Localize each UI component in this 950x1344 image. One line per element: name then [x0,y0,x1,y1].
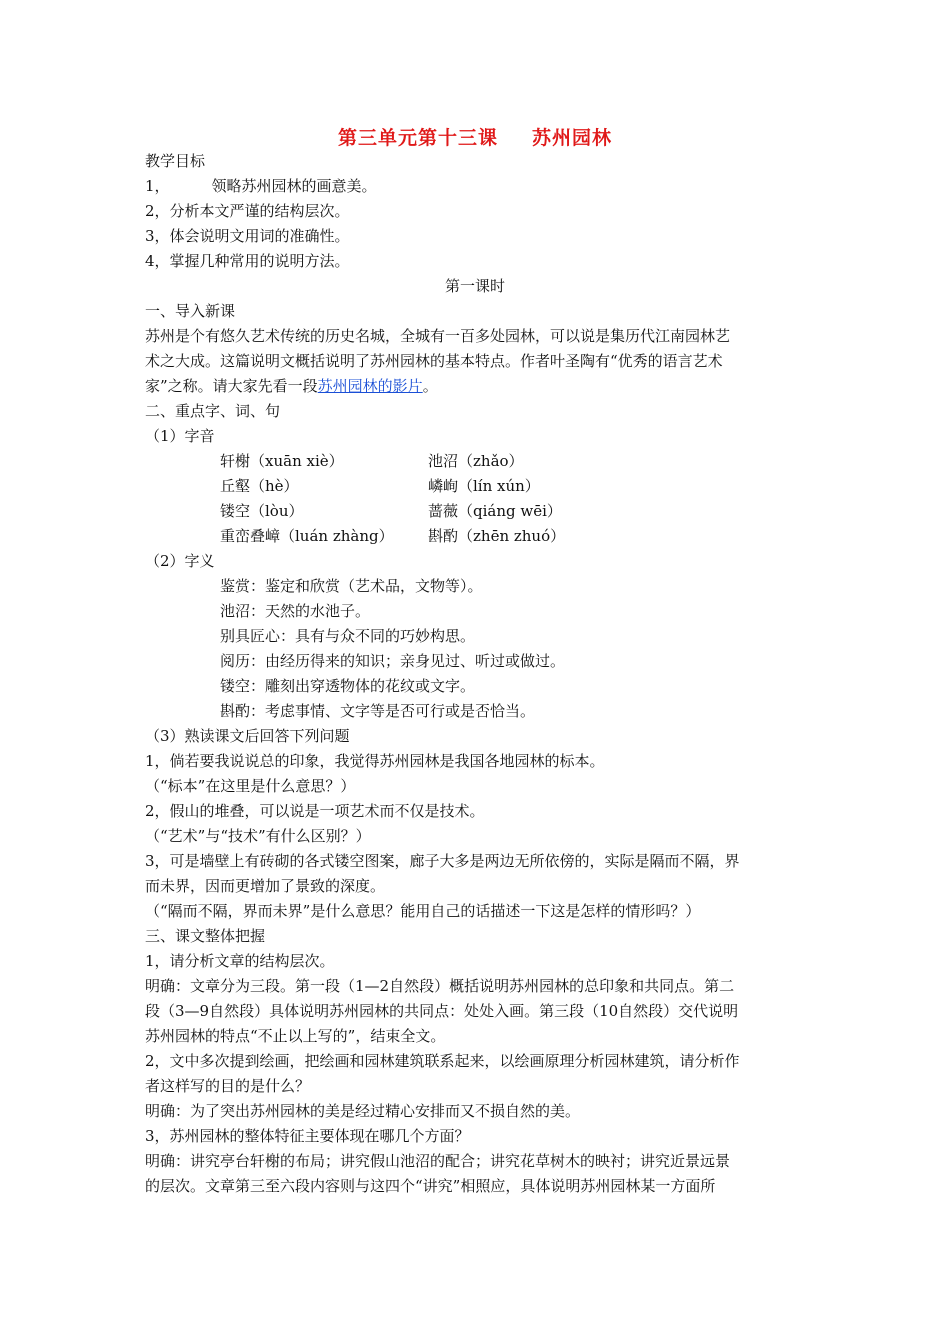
pronunciation-item: 轩榭（xuān xiè） [220,452,344,470]
section1-line2: 术之大成。这篇说明文概括说明了苏州园林的基本特点。作者叶圣陶有“优秀的语言艺术 [145,352,723,370]
questions-heading: （3）熟读课文后回答下列问题 [145,727,350,745]
s3-answer-3-line2: 的层次。文章第三至六段内容则与这四个“讲究”相照应，具体说明苏州园林某一方面所 [145,1177,716,1195]
pronunciation-item: 镂空（lòu） [220,502,304,520]
objective-3: 3，体会说明文用词的准确性。 [145,227,350,245]
meaning-item: 鉴赏：鉴定和欣赏（艺术品，文物等）。 [220,577,483,595]
s3-question-3: 3，苏州园林的整体特征主要体现在哪几个方面？ [145,1127,470,1145]
title-lesson: 苏州园林 [532,127,613,149]
section1-line3: 家”之称。请大家先看一段苏州园林的影片。 [145,377,438,395]
question-3-line1: 3，可是墙壁上有砖砌的各式镂空图案，廊子大多是两边无所依傍的，实际是隔而不隔，界 [145,852,740,870]
question-2: 2，假山的堆叠，可以说是一项艺术而不仅是技术。 [145,802,485,820]
s3-question-1: 1，请分析文章的结构层次。 [145,952,335,970]
document-title [0,123,950,150]
pronunciation-item: 池沼（zhǎo） [428,452,524,470]
meaning-item: 斟酌：考虑事情、文字等是否可行或是否恰当。 [220,702,536,720]
title-unit: 第三单元第十三课 [337,127,498,149]
pronunciation-item: 蔷薇（qiáng wēi） [428,502,562,520]
video-link[interactable]: 苏州园林的影片 [317,377,423,395]
s3-question-2-line1: 2，文中多次提到绘画，把绘画和园林建筑联系起来，以绘画原理分析园林建筑，请分析作 [145,1052,740,1070]
s3-answer-3-line1: 明确：讲究亭台轩榭的布局；讲究假山池沼的配合；讲究花草树木的映衬；讲究近景远景 [145,1152,731,1170]
pronunciation-item: 斟酌（zhēn zhuó） [428,527,566,545]
objectives-heading: 教学目标 [145,152,206,170]
period-heading: 第一课时 [444,277,505,295]
meaning-item: 池沼：天然的水池子。 [220,602,371,620]
s3-answer-1-line2: 段（3—9自然段）具体说明苏州园林的共同点：处处入画。第三段（10自然段）交代说明 [145,1002,739,1020]
section1-line1: 苏州是个有悠久艺术传统的历史名城，全城有一百多处园林，可以说是集历代江南园林艺 [145,327,731,345]
question-3-ask: （“隔而不隔，界而未界”是什么意思？能用自己的话描述一下这是怎样的情形吗？） [145,902,701,920]
meaning-item: 镂空：雕刻出穿透物体的花纹或文字。 [220,677,476,695]
objective-2: 2，分析本文严谨的结构层次。 [145,202,350,220]
pronunciation-item: 重峦叠嶂（luán zhàng） [220,527,394,545]
s3-answer-1-line1: 明确：文章分为三段。第一段（1—2自然段）概括说明苏州园林的总印象和共同点。第二 [145,977,735,995]
meaning-item: 阅历：由经历得来的知识；亲身见过、听过或做过。 [220,652,566,670]
meaning-item: 别具匠心：具有与众不同的巧妙构思。 [220,627,476,645]
question-2-ask: （“艺术”与“技术”有什么区别？） [145,827,371,845]
question-1: 1，倘若要我说说总的印象，我觉得苏州园林是我国各地园林的标本。 [145,752,605,770]
pronunciation-item: 嶙峋（lín xún） [428,477,540,495]
question-1-ask: （“标本”在这里是什么意思？） [145,777,356,795]
section1-heading: 一、导入新课 [145,302,236,320]
section2-heading: 二、重点字、词、句 [145,402,281,420]
s3-question-2-line2: 者这样写的目的是什么？ [145,1077,311,1095]
question-3-line2: 而未界，因而更增加了景致的深度。 [145,877,386,895]
s3-answer-1-line3: 苏州园林的特点“不止以上写的”，结束全文。 [145,1027,446,1045]
pronunciation-item: 丘壑（hè） [220,477,299,495]
section3-heading: 三、课文整体把握 [145,927,266,945]
objective-4: 4，掌握几种常用的说明方法。 [145,252,350,270]
s3-answer-2: 明确：为了突出苏州园林的美是经过精心安排而又不损自然的美。 [145,1102,581,1120]
objective-1: 1， 领略苏州园林的画意美。 [145,177,377,195]
pronunciation-heading: （1）字音 [145,427,215,445]
meaning-heading: （2）字义 [145,552,215,570]
